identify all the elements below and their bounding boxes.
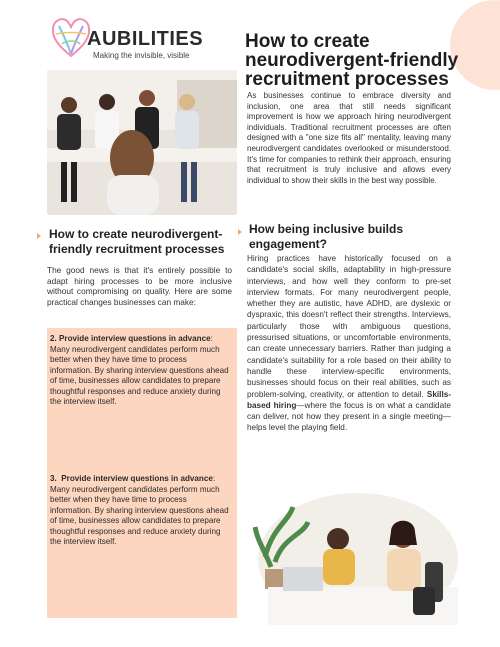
- right-section-heading: How being inclusive builds engagement?: [249, 222, 404, 251]
- tip-text: : Many neurodivergent candidates perform much better when they have time to process information. By sharing interview questions ahead of time, businesses allow candidates to prepare thoughtful responses and reduce anxiety during the interview itself.: [50, 334, 229, 406]
- left-section-heading: How to create neurodivergent-friendly recruitment processes: [49, 227, 225, 256]
- bullet-triangle-icon: [238, 229, 242, 235]
- bullet-triangle-icon: [37, 233, 41, 239]
- heart-logo-icon: [50, 12, 92, 60]
- tip-number: 2.: [50, 334, 57, 343]
- skills-based-hiring-label: Skills-based hiring: [247, 389, 451, 410]
- brand-name: AUBILITIES: [87, 28, 204, 50]
- interview-photo: [47, 70, 237, 215]
- tip-text: : Many neurodivergent candidates perform much better when they have time to process information. By sharing interview questions ahead of time, businesses allow candidates to prepare thoughtful responses and reduce anxiety during the interview itself.: [50, 474, 229, 546]
- tip-item: [50, 474, 230, 548]
- tip-number: 3.: [50, 474, 57, 483]
- tip-item: [50, 334, 230, 408]
- right-body-text: Hiring practices have historically focused on a candidate's social skills, adaptability in high-pressure interviews, and how well they conform to pre-set interview formats. For many neurodivergent people, whether they are autistic, have ADHD, are dyslexic or dyspraxic, this doesn't reflect their strengths. Interviews, particularly those with ambiguous questions, pressurised situations, or uncomfortable environments, can create unnecessary barriers. Rather than judging a candidate's suitability for a role based on their ability to handle these interview-specific environments, businesses should focus on their real abilities, such as problem-solving, creativity, or attention to detail.: [247, 254, 451, 399]
- colleagues-photo: [253, 487, 458, 625]
- brand-tagline: Making the invisible, visible: [93, 51, 190, 60]
- tip-title: Provide interview questions in advance: [61, 474, 213, 483]
- right-section-body: [247, 253, 451, 434]
- page-title: How to create neurodivergent-friendly recruitment processes: [245, 31, 459, 90]
- tip-title: Provide interview questions in advance: [59, 334, 211, 343]
- intro-paragraph: As businesses continue to embrace diversity and inclusion, one area that still needs significant improvement is how we approach hiring neurodivergent individuals. Traditional recruitment processes are often designed with a "one size fits all" mentality, leaving many neurodivergent candidates overlooked or misunderstood. It's time for companies to rethink their approach, ensuring that recruitment is truly inclusive and allows every individual to show their skills in the best way possible.: [247, 91, 451, 185]
- tips-box: [47, 328, 237, 618]
- left-section-body: The good news is that it's entirely possible to adapt hiring processes to be more inclusive without compromising on quality. Here are some practical changes businesses can make:: [47, 265, 232, 307]
- right-body-text-end: —where the focus is on what a candidate can deliver, not how they present in a single meeting—helps level the playing field.: [247, 400, 451, 433]
